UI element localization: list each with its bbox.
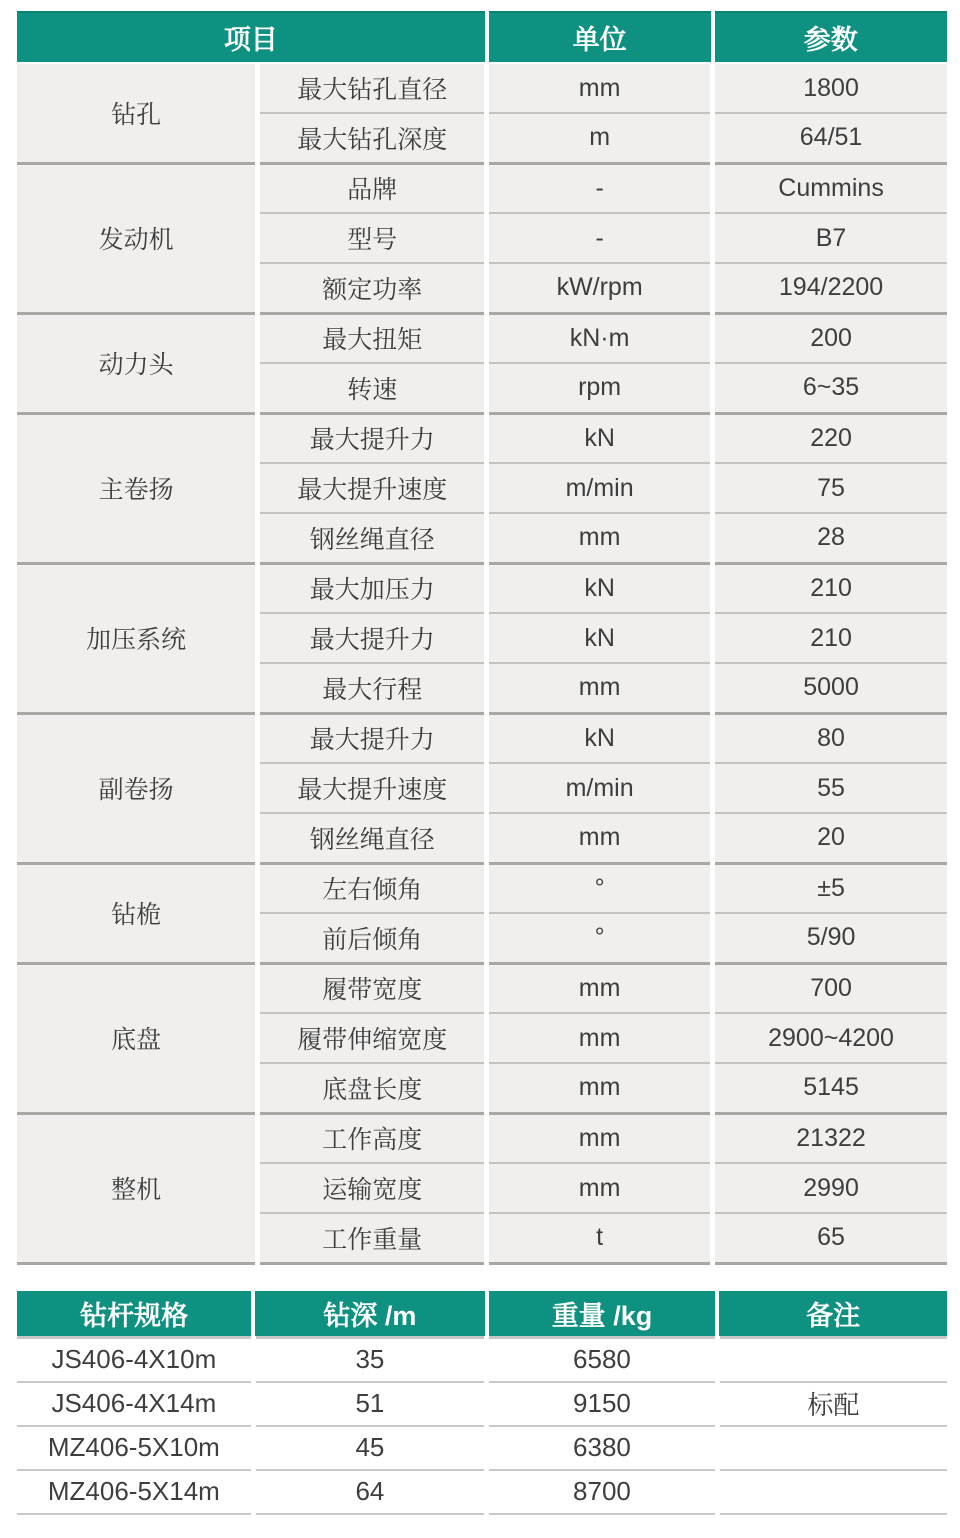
spec-unit-cell: kN·m — [487, 313, 713, 363]
spec-item-cell: 工作重量 — [258, 1213, 487, 1263]
spec-item-cell: 额定功率 — [258, 263, 487, 313]
spec-value-cell: 5/90 — [713, 913, 947, 963]
spec-unit-cell: mm — [487, 1063, 713, 1113]
spec-value-cell: B7 — [713, 213, 947, 263]
spec-value-cell: 1800 — [713, 63, 947, 113]
pipe-weight-cell: 9150 — [487, 1382, 718, 1426]
spec-unit-cell: mm — [487, 1113, 713, 1163]
spec-unit-cell: - — [487, 213, 713, 263]
spec-value-cell: 64/51 — [713, 113, 947, 163]
pipe-note-cell — [717, 1338, 947, 1382]
pipe-row — [17, 1426, 947, 1470]
pipe-spec-cell: MZ406-5X14m — [17, 1470, 253, 1514]
spec-header-item: 项目 — [17, 12, 487, 63]
spec-value-cell: 700 — [713, 963, 947, 1013]
spec-value-cell: 21322 — [713, 1113, 947, 1163]
spec-group-name: 加压系统 — [17, 563, 258, 713]
pipe-row — [17, 1382, 947, 1426]
spec-unit-cell: rpm — [487, 363, 713, 413]
spec-value-cell: 80 — [713, 713, 947, 763]
spec-item-cell: 品牌 — [258, 163, 487, 213]
spec-unit-cell: m/min — [487, 763, 713, 813]
spec-unit-cell: - — [487, 163, 713, 213]
spec-group-name: 发动机 — [17, 163, 258, 313]
pipe-note-cell — [717, 1470, 947, 1514]
spec-item-cell: 工作高度 — [258, 1113, 487, 1163]
spec-item-cell: 最大提升力 — [258, 613, 487, 663]
pipe-weight-cell: 6380 — [487, 1426, 718, 1470]
spec-value-cell: 2990 — [713, 1163, 947, 1213]
spec-row — [17, 163, 947, 213]
pipe-header-spec: 钻杆规格 — [17, 1291, 253, 1338]
pipe-depth-cell: 64 — [253, 1470, 486, 1514]
spec-value-cell: 6~35 — [713, 363, 947, 413]
spec-item-cell: 底盘长度 — [258, 1063, 487, 1113]
spec-unit-cell: mm — [487, 963, 713, 1013]
spec-unit-cell: ° — [487, 913, 713, 963]
spec-value-cell: 210 — [713, 613, 947, 663]
spec-item-cell: 运输宽度 — [258, 1163, 487, 1213]
spec-table — [17, 11, 947, 1265]
spec-unit-cell: mm — [487, 813, 713, 863]
spec-unit-cell: kW/rpm — [487, 263, 713, 313]
spec-row — [17, 1113, 947, 1163]
spec-item-cell: 最大提升力 — [258, 713, 487, 763]
spec-item-cell: 最大扭矩 — [258, 313, 487, 363]
spec-value-cell: 5000 — [713, 663, 947, 713]
spec-item-cell: 最大提升力 — [258, 413, 487, 463]
spec-item-cell: 履带伸缩宽度 — [258, 1013, 487, 1063]
pipe-header-note: 备注 — [717, 1291, 947, 1338]
spec-item-cell: 最大提升速度 — [258, 463, 487, 513]
spec-value-cell: 194/2200 — [713, 263, 947, 313]
spec-value-cell: 65 — [713, 1213, 947, 1263]
spec-item-cell: 钢丝绳直径 — [258, 813, 487, 863]
pipe-table-body — [17, 1338, 947, 1514]
spec-row — [17, 713, 947, 763]
spec-item-cell: 前后倾角 — [258, 913, 487, 963]
spec-unit-cell: kN — [487, 413, 713, 463]
spec-group-name: 动力头 — [17, 313, 258, 413]
spec-value-cell: ±5 — [713, 863, 947, 913]
spec-row — [17, 413, 947, 463]
spec-item-cell: 最大提升速度 — [258, 763, 487, 813]
spec-group-name: 副卷扬 — [17, 713, 258, 863]
spec-value-cell: 2900~4200 — [713, 1013, 947, 1063]
spec-unit-cell: mm — [487, 513, 713, 563]
spec-header-unit: 单位 — [487, 12, 713, 63]
spec-item-cell: 最大钻孔深度 — [258, 113, 487, 163]
spec-group-name: 底盘 — [17, 963, 258, 1113]
spec-unit-cell: kN — [487, 613, 713, 663]
pipe-spec-cell: MZ406-5X10m — [17, 1426, 253, 1470]
spec-header-value: 参数 — [713, 12, 947, 63]
spec-value-cell: 75 — [713, 463, 947, 513]
pipe-depth-cell: 51 — [253, 1382, 486, 1426]
spec-value-cell: 220 — [713, 413, 947, 463]
pipe-header-weight: 重量 /kg — [487, 1291, 718, 1338]
pipe-row — [17, 1338, 947, 1382]
spec-item-cell: 最大钻孔直径 — [258, 63, 487, 113]
pipe-note-cell: 标配 — [717, 1382, 947, 1426]
spec-table-body — [17, 63, 947, 1263]
spec-row — [17, 63, 947, 113]
pipe-depth-cell: 45 — [253, 1426, 486, 1470]
spec-item-cell: 转速 — [258, 363, 487, 413]
spec-unit-cell: ° — [487, 863, 713, 913]
spec-row — [17, 563, 947, 613]
spec-item-cell: 最大加压力 — [258, 563, 487, 613]
spec-value-cell: 200 — [713, 313, 947, 363]
spec-group-name: 整机 — [17, 1113, 258, 1263]
spec-unit-cell: m/min — [487, 463, 713, 513]
spec-group-name: 钻桅 — [17, 863, 258, 963]
pipe-depth-cell: 35 — [253, 1338, 486, 1382]
pipe-row — [17, 1470, 947, 1514]
spec-value-cell: 210 — [713, 563, 947, 613]
spec-item-cell: 钢丝绳直径 — [258, 513, 487, 563]
spec-item-cell: 左右倾角 — [258, 863, 487, 913]
spec-item-cell: 履带宽度 — [258, 963, 487, 1013]
pipe-header-depth: 钻深 /m — [253, 1291, 486, 1338]
pipe-spec-cell: JS406-4X14m — [17, 1382, 253, 1426]
pipe-weight-cell: 6580 — [487, 1338, 718, 1382]
spec-row — [17, 863, 947, 913]
table-gap — [17, 1265, 947, 1291]
pipe-header-row — [17, 1291, 947, 1338]
pipe-table — [17, 1291, 947, 1515]
spec-group-name: 钻孔 — [17, 63, 258, 163]
spec-header-row — [17, 12, 947, 63]
spec-unit-cell: mm — [487, 663, 713, 713]
spec-item-cell: 最大行程 — [258, 663, 487, 713]
spec-unit-cell: mm — [487, 63, 713, 113]
spec-value-cell: Cummins — [713, 163, 947, 213]
pipe-spec-cell: JS406-4X10m — [17, 1338, 253, 1382]
spec-value-cell: 55 — [713, 763, 947, 813]
spec-row — [17, 313, 947, 363]
spec-value-cell: 5145 — [713, 1063, 947, 1113]
spec-item-cell: 型号 — [258, 213, 487, 263]
spec-unit-cell: t — [487, 1213, 713, 1263]
spec-unit-cell: kN — [487, 563, 713, 613]
spec-unit-cell: mm — [487, 1163, 713, 1213]
spec-row — [17, 963, 947, 1013]
spec-unit-cell: mm — [487, 1013, 713, 1063]
spec-unit-cell: kN — [487, 713, 713, 763]
spec-unit-cell: m — [487, 113, 713, 163]
pipe-weight-cell: 8700 — [487, 1470, 718, 1514]
spec-group-name: 主卷扬 — [17, 413, 258, 563]
spec-value-cell: 28 — [713, 513, 947, 563]
pipe-note-cell — [717, 1426, 947, 1470]
spec-value-cell: 20 — [713, 813, 947, 863]
